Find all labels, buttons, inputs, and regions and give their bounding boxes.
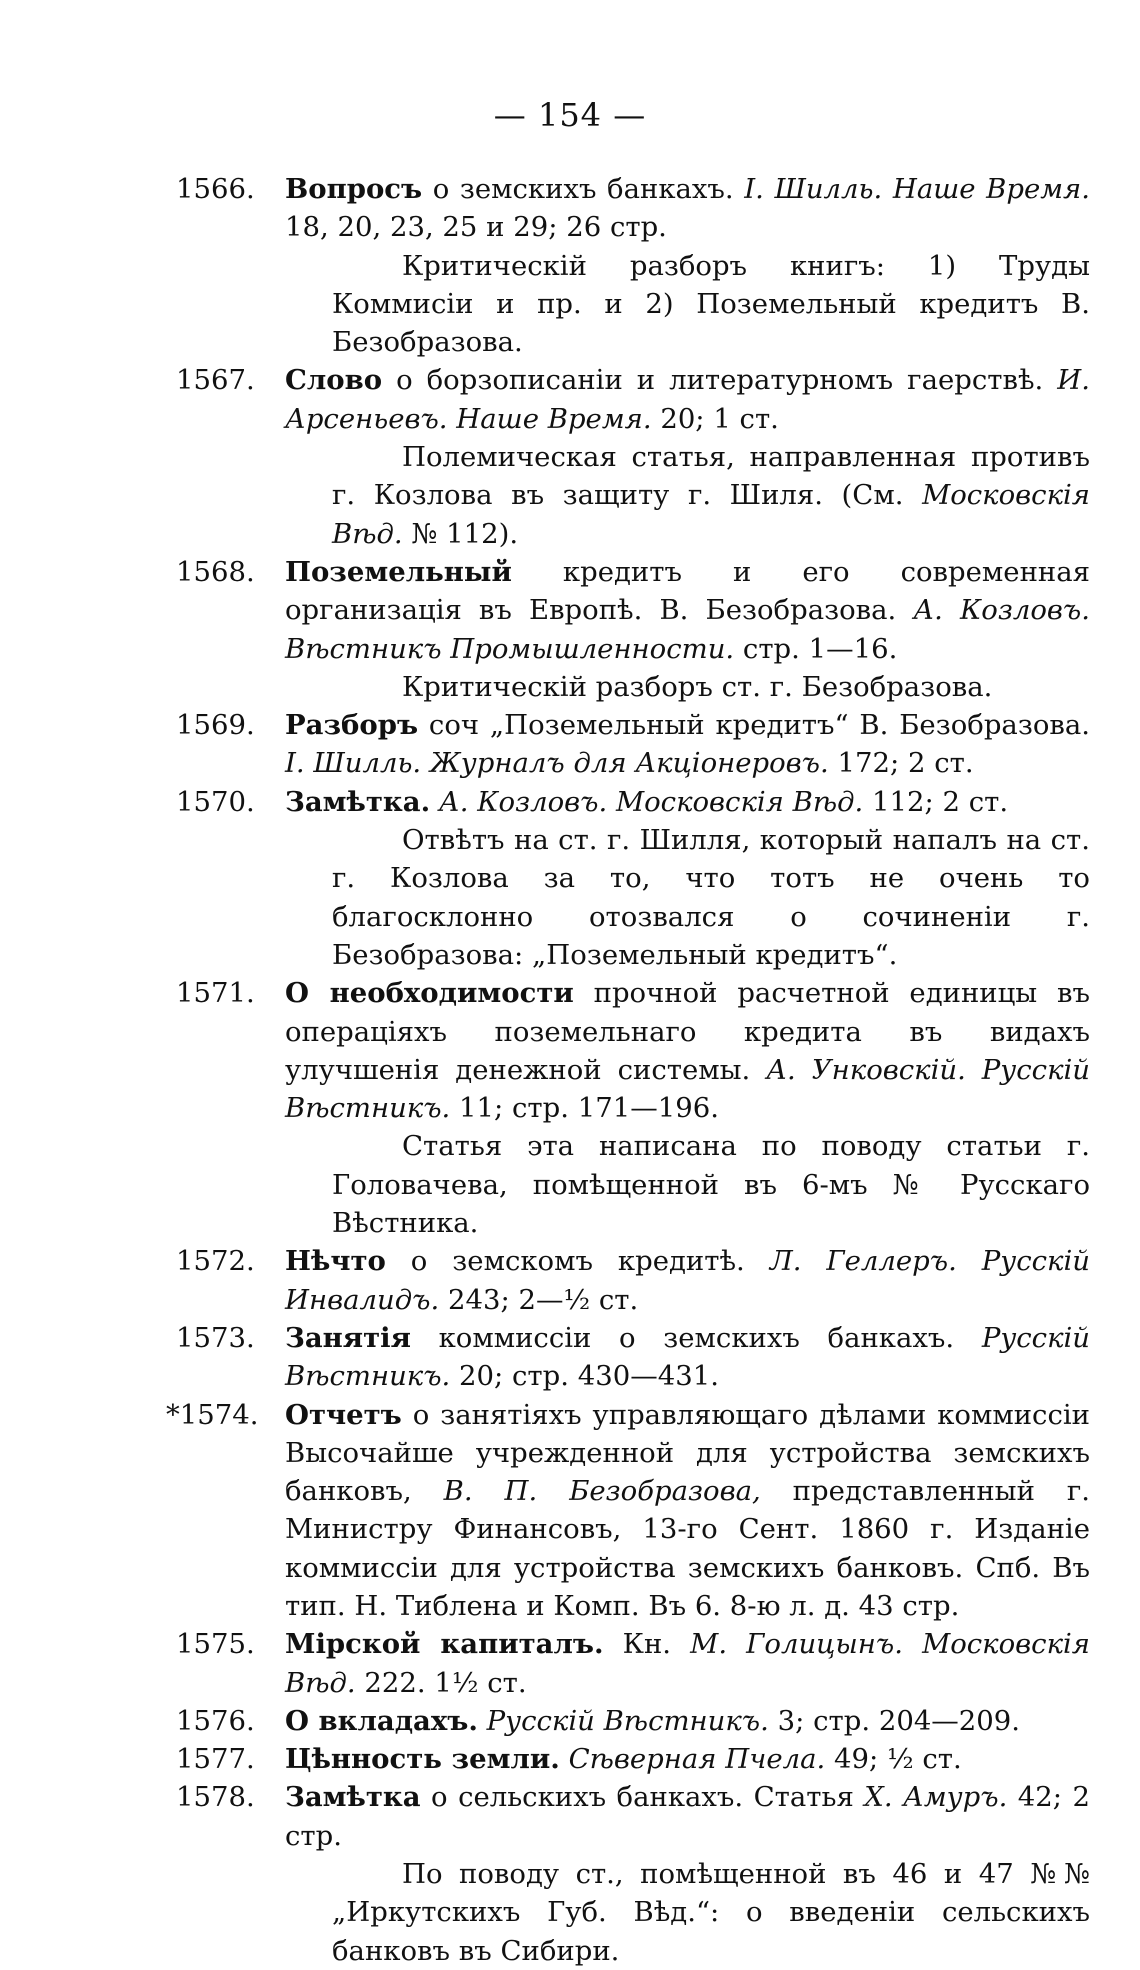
entry-number: 1575. xyxy=(176,1628,255,1661)
entry-description: о борзописаніи и литературномъ гаерствѣ. xyxy=(382,364,1058,397)
bibliography-entry xyxy=(176,170,1090,361)
bibliography-entry xyxy=(176,1242,1090,1319)
annotation-text: Критическій разборъ книгъ: 1) Труды Коммисіи и пр. и 2) Поземельный кредитъ В. Безобразова. xyxy=(332,249,1090,359)
entry-number: 1572. xyxy=(176,1245,255,1278)
entry-author: А. Унковскій. xyxy=(766,1053,966,1086)
entry-source: Московскія Вѣд. xyxy=(607,785,864,818)
entry-number: 1577. xyxy=(176,1743,255,1776)
entry-author: В. П. Безобразова, xyxy=(443,1475,761,1508)
entry-details: 20; стр. 430—431. xyxy=(450,1360,719,1393)
entry-author: А. Козловъ. xyxy=(438,785,608,818)
entry-source: Сѣверная Пчела. xyxy=(568,1743,826,1776)
entry-title: Поземельный xyxy=(285,555,512,588)
entry-description xyxy=(478,1705,487,1737)
entry-author: А. Козловъ. xyxy=(913,594,1090,627)
entry-number: 1573. xyxy=(176,1321,255,1354)
entry-source: Русскій Вѣстникъ. xyxy=(285,1053,1090,1125)
bibliography-entry xyxy=(176,706,1090,783)
entry-title: Вопросъ xyxy=(285,173,423,205)
entry-details: 172; 2 ст. xyxy=(828,747,974,780)
entry-description xyxy=(430,786,439,818)
entry-title: Мірской капиталъ. xyxy=(285,1628,604,1661)
entry-description: Кн. xyxy=(603,1628,691,1661)
entry-annotation xyxy=(332,821,1090,974)
entry-title: Цѣнность земли. xyxy=(285,1743,560,1776)
entry-annotation xyxy=(332,1855,1090,1970)
entry-source: Вѣстникъ Промышленности. xyxy=(285,632,735,665)
bibliography-entry xyxy=(176,783,1090,974)
bibliography-entry xyxy=(176,1702,1090,1740)
entry-details: 112; 2 ст. xyxy=(863,785,1009,818)
entry-description: о занятіяхъ управляющаго дѣлами коммиссіи Высочайше учрежденной для устройства земскихъ банковъ, xyxy=(285,1398,1090,1508)
entry-description: коммиссіи о земскихъ банкахъ. xyxy=(410,1321,982,1354)
bibliography-entry xyxy=(176,1740,1090,1778)
entry-number: 1566. xyxy=(176,173,255,205)
bibliography-entry xyxy=(176,1778,1090,1969)
entry-description: о сельскихъ банкахъ. Статья xyxy=(420,1781,865,1814)
entry-author: И. Арсеньевъ. xyxy=(285,364,1090,435)
entry-author: X. Амуръ. xyxy=(864,1781,1008,1814)
entry-number: 1578. xyxy=(176,1781,255,1814)
annotation-text: № 112). xyxy=(402,517,519,550)
entry-source: Русскій Вѣстникъ. xyxy=(486,1704,769,1737)
entry-author: I. Шилль. xyxy=(744,173,883,205)
entry-title: О необходимости xyxy=(285,977,574,1010)
entry-title: Отчетъ xyxy=(285,1398,402,1431)
entry-details: 20; 1 ст. xyxy=(651,402,779,435)
bibliography-entry xyxy=(166,1396,1090,1626)
entry-source: Московскія Вѣд. xyxy=(285,1628,1090,1699)
entry-source: Русскій Инвалидъ. xyxy=(285,1245,1090,1316)
annotation-text: По поводу ст., помѣщенной въ 46 и 47 №№ „Иркутскихъ Губ. Вѣд.“: о введеніи сельскихъ банковъ въ Сибири. xyxy=(332,1858,1090,1967)
entry-details: 243; 2—½ ст. xyxy=(439,1283,639,1316)
annotation-text: Критическій разборъ ст. г. Безобразова. xyxy=(402,670,993,703)
entry-description: кредитъ и его современная организація въ Европѣ. В. Безобразова. xyxy=(285,555,1090,627)
entry-author: I. Шилль. xyxy=(285,747,422,780)
annotation-text: Отвѣтъ на ст. г. Шилля, который напалъ на ст. г. Козлова за то, что тотъ не очень то благосклонно отозвался о сочиненіи г. Безобразова: „Поземельный кредитъ“. xyxy=(332,824,1090,971)
entry-source: Русскій Вѣстникъ. xyxy=(285,1321,1090,1393)
entry-details: представленный г. Министру Финансовъ, 13-го Сент. 1860 г. Изданіе коммиссіи для устройства земскихъ банковъ. Спб. Въ тип. Н. Тиблена и Комп. Въ 6. 8-ю л. д. 43 стр. xyxy=(285,1475,1090,1622)
page-number: — 154 — xyxy=(493,96,647,134)
entry-title: Замѣтка xyxy=(285,1781,421,1814)
entry-description: прочной расчетной единицы въ операціяхъ поземельнаго кредита въ видахъ улучшенія денежной системы. xyxy=(285,977,1090,1086)
entry-number: *1574. xyxy=(166,1398,259,1431)
entry-details: 222. 1½ ст. xyxy=(355,1666,527,1699)
entry-annotation xyxy=(332,1127,1090,1242)
entry-source: Наше Время. xyxy=(882,173,1090,205)
entry-description: соч „Поземельный кредитъ“ В. Безобразова. xyxy=(418,709,1090,742)
bibliography-list xyxy=(166,170,1090,1970)
entry-number: 1567. xyxy=(176,364,255,397)
annotation-source: Московскія Вѣд. xyxy=(332,479,1090,550)
entry-number: 1570. xyxy=(176,785,255,818)
entry-description: о земскомъ кредитѣ. xyxy=(385,1245,770,1278)
entry-details: 11; стр. 171—196. xyxy=(450,1092,719,1125)
annotation-text: Статья эта написана по поводу статьи г. Головачева, помѣщенной въ 6-мъ № Русскаго Вѣстника. xyxy=(332,1130,1090,1240)
bibliography-entry xyxy=(176,974,1090,1242)
entry-number: 1569. xyxy=(176,709,255,742)
bibliography-entry xyxy=(176,1625,1090,1702)
entry-title: Занятія xyxy=(285,1321,411,1354)
entry-title: Слово xyxy=(285,364,383,397)
entry-title: Нѣчто xyxy=(285,1245,386,1278)
entry-details: 49; ½ ст. xyxy=(825,1743,962,1776)
entry-number: 1576. xyxy=(176,1704,255,1737)
entry-description xyxy=(560,1743,569,1775)
entry-number: 1568. xyxy=(176,555,255,588)
bibliography-entry xyxy=(176,361,1090,552)
entry-details: стр. 1—16. xyxy=(734,632,898,665)
entry-author: Л. Геллеръ. xyxy=(769,1245,957,1278)
entry-title: Замѣтка. xyxy=(285,785,431,818)
entry-title: О вкладахъ. xyxy=(285,1704,478,1737)
entry-description: о земскихъ банкахъ. xyxy=(422,173,745,205)
entry-details: 18, 20, 23, 25 и 29; 26 стр. xyxy=(285,211,667,244)
entry-author: М. Голицынъ. xyxy=(690,1628,903,1661)
entry-annotation xyxy=(332,247,1090,362)
entry-number: 1571. xyxy=(176,977,255,1010)
annotation-text: Полемическая статья, направленная противъ г. Козлова въ защиту г. Шиля. (См. xyxy=(332,441,1090,512)
bibliography-entry xyxy=(176,553,1090,706)
entry-annotation xyxy=(332,438,1090,553)
entry-annotation xyxy=(332,668,1090,706)
entry-source: Наше Время. xyxy=(447,402,652,435)
bibliography-entry xyxy=(176,1319,1090,1396)
entry-source: Журналъ для Акціонеровъ. xyxy=(421,747,829,780)
entry-details: 3; стр. 204—209. xyxy=(768,1704,1021,1737)
entry-details: 42; 2 стр. xyxy=(285,1781,1090,1852)
entry-title: Разборъ xyxy=(285,709,419,742)
